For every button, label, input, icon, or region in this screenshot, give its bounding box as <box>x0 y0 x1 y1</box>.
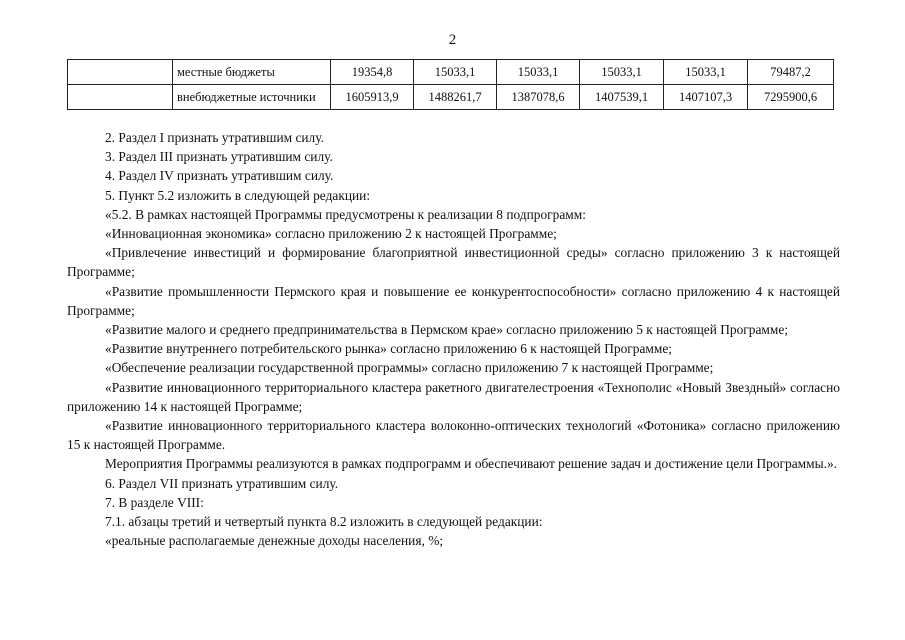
table-cell-total: 7295900,6 <box>748 85 834 110</box>
paragraph-item-7-1: 7.1. абзацы третий и четвертый пункта 8.2 изложить в следующей редакции: <box>105 514 543 530</box>
table-row <box>68 60 834 85</box>
paragraph-item-5: 5. Пункт 5.2 изложить в следующей редакции: <box>105 187 371 203</box>
paragraph-item-2: 2. Раздел I признать утратившим силу. <box>105 130 324 145</box>
table-cell: 15033,1 <box>414 60 497 85</box>
paragraph-item-3: 3. Раздел III признать утратившим силу. <box>105 149 333 165</box>
paragraph-quote-income: «реальные располагаемые денежные доходы населения, %; <box>105 533 444 549</box>
table-cell-empty <box>68 85 173 110</box>
paragraph-subprogram: «Инновационная экономика» согласно приложению 2 к настоящей Программе; <box>105 226 557 242</box>
table-cell-empty <box>68 60 173 85</box>
paragraph-clause-5-2: «5.2. В рамках настоящей Программы предусмотрены к реализации 8 подпрограмм: <box>105 206 586 222</box>
paragraph-subprogram: «Обеспечение реализации государственной программы» согласно приложению 7 к настоящей Программе; <box>105 360 714 376</box>
table-cell: 1407539,1 <box>580 85 664 110</box>
table-cell: 15033,1 <box>580 60 664 85</box>
table-cell: 1605913,9 <box>331 85 414 110</box>
table-row <box>68 85 834 110</box>
table-cell: 1407107,3 <box>664 85 748 110</box>
table-cell: 19354,8 <box>331 60 414 85</box>
table-row-label: внебюджетные источники <box>173 85 331 110</box>
paragraph-item-4: 4. Раздел IV признать утратившим силу. <box>105 168 334 184</box>
table-cell-total: 79487,2 <box>748 60 834 85</box>
paragraph-subprogram: «Развитие внутреннего потребительского рынка» согласно приложению 6 к настоящей Программе; <box>105 341 673 357</box>
paragraph-item-7: 7. В разделе VIII: <box>105 494 204 510</box>
paragraph-item-6: 6. Раздел VII признать утратившим силу. <box>105 475 339 491</box>
paragraph-subprogram: «Развитие промышленности Пермского края и повышение ее конкурентоспособности» согласно приложению 4 к настоящей Программе; <box>67 283 840 318</box>
table-cell: 1488261,7 <box>414 85 497 110</box>
table-cell: 15033,1 <box>664 60 748 85</box>
paragraph-program-activities: Мероприятия Программы реализуются в рамках подпрограмм и обеспечивают решение задач и достижение цели Программы.». <box>105 456 838 472</box>
budget-table <box>67 59 834 110</box>
table-cell: 1387078,6 <box>497 85 580 110</box>
paragraph-subprogram: «Развитие инновационного территориального кластера волоконно-оптических технологий «Фотоника» согласно приложению 15 к настоящей Программе. <box>67 418 840 453</box>
paragraph-subprogram: «Развитие инновационного территориального кластера ракетного двигателестроения «Технополис «Новый Звездный» согласно приложению 14 к настоящей Программе; <box>67 379 840 414</box>
table-cell: 15033,1 <box>497 60 580 85</box>
paragraph-subprogram: «Развитие малого и среднего предпринимательства в Пермском крае» согласно приложению 5 к настоящей Программе; <box>105 322 789 338</box>
page-number: 2 <box>448 32 457 48</box>
paragraph-subprogram: «Привлечение инвестиций и формирование благоприятной инвестиционной среды» согласно приложению 3 к настоящей Программе; <box>67 245 840 280</box>
document-body <box>67 128 840 550</box>
table-row-label: местные бюджеты <box>173 60 331 85</box>
